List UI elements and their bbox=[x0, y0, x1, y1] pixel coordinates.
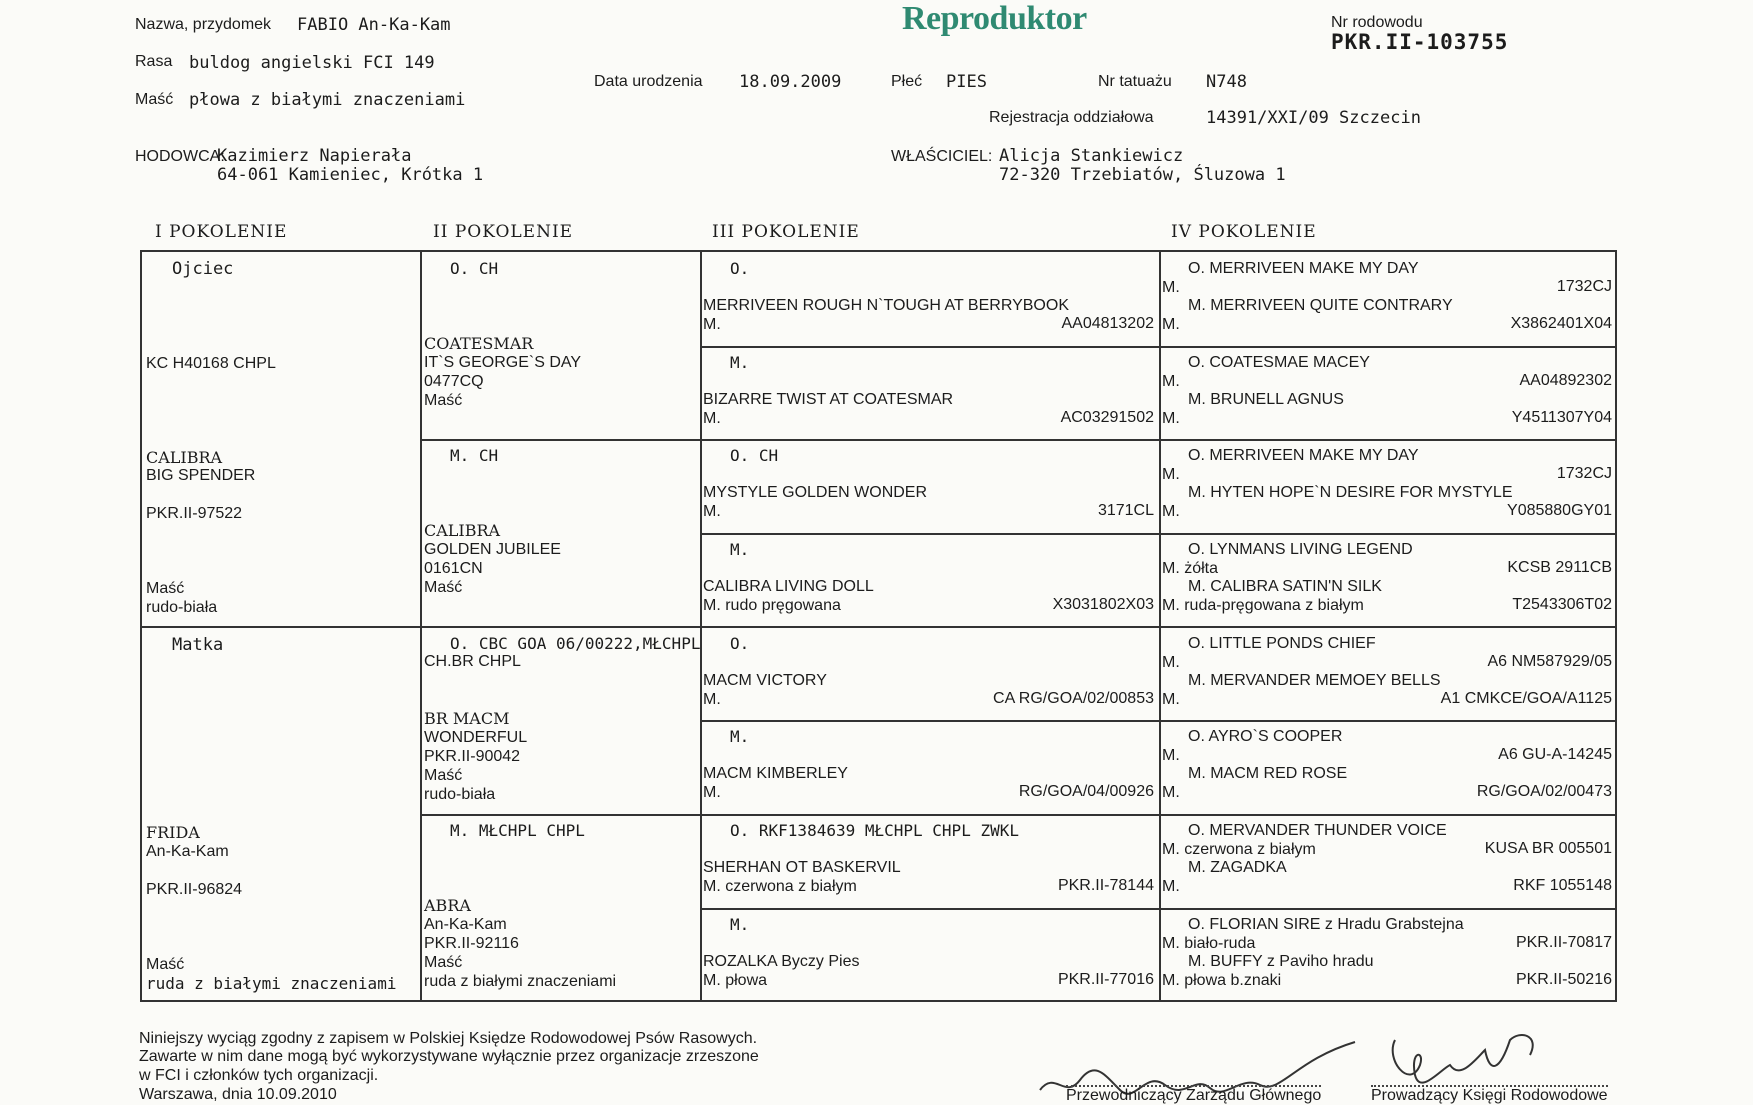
grid-hline bbox=[700, 720, 1617, 722]
gen4-sire-color: M. biało-ruda bbox=[1162, 935, 1256, 952]
gen3-name: SHERHAN OT BASKERVIL bbox=[703, 859, 901, 876]
gen4-sire-color: M. bbox=[1162, 654, 1180, 671]
breeder-name: Kazimierz Napierała bbox=[217, 146, 412, 166]
breeder-address: 64-061 Kamieniec, Krótka 1 bbox=[217, 165, 484, 185]
gen4-dam-color: M. bbox=[1162, 784, 1180, 801]
gen2-name-2: GOLDEN JUBILEE bbox=[424, 541, 561, 558]
grid-hline bbox=[700, 908, 1617, 910]
grid-hline bbox=[420, 814, 1617, 816]
father-kc: KC H40168 CHPL bbox=[146, 355, 276, 372]
gen4-dam: M. MERRIVEEN QUITE CONTRARY bbox=[1188, 297, 1453, 314]
gen3-title: M. bbox=[730, 915, 750, 934]
gen4-sire: O. FLORIAN SIRE z Hradu Grabstejna bbox=[1188, 916, 1464, 933]
gen3-name: MACM VICTORY bbox=[703, 672, 827, 689]
mother-name: FRIDA bbox=[146, 823, 200, 842]
pedigree-table bbox=[140, 250, 1617, 1002]
gen4-sire-color: M. bbox=[1162, 466, 1180, 483]
gen4-sire: O. LITTLE PONDS CHIEF bbox=[1188, 635, 1376, 652]
gen3-title: O. bbox=[730, 634, 750, 653]
reg-no-value: PKR.II-103755 bbox=[1331, 30, 1509, 54]
gen2-name-2: IT`S GEORGE`S DAY bbox=[424, 354, 582, 371]
gen4-dam: M. ZAGADKA bbox=[1188, 859, 1287, 876]
gen2-title: M. CH bbox=[450, 446, 499, 465]
gen3-reg: X3031802X03 bbox=[1052, 596, 1154, 613]
father-name: CALIBRA bbox=[146, 448, 223, 467]
color-value: płowa z białymi znaczeniami bbox=[189, 90, 466, 110]
gen3-color: M. płowa bbox=[703, 972, 768, 989]
gen4-dam-color: M. bbox=[1162, 410, 1180, 427]
gen4-dam-color: M. bbox=[1162, 316, 1180, 333]
gen4-dam-reg: RKF 1055148 bbox=[1513, 877, 1612, 894]
gen4-sire-color: M. żółta bbox=[1162, 560, 1219, 577]
footer-line-1: Niniejszy wyciąg zgodny z zapisem w Polskiej Księdze Rodowodowej Psów Rasowych. bbox=[139, 1030, 758, 1047]
mother-reg: PKR.II-96824 bbox=[146, 881, 243, 898]
gen3-title: M. bbox=[730, 540, 750, 559]
footer-line-2: Zawarte w nim dane mogą być wykorzystywane wyłącznie przez organizacje zrzeszone bbox=[139, 1048, 759, 1065]
gen3-color: M. bbox=[703, 691, 721, 708]
gen4-dam: M. MERVANDER MEMOEY BELLS bbox=[1188, 672, 1441, 689]
gen2-title: O. CBC GOA 06/00222,MŁCHPL bbox=[450, 634, 701, 653]
gen4-sire: O. MERRIVEEN MAKE MY DAY bbox=[1188, 447, 1419, 464]
gen2-color-label: Maść bbox=[424, 579, 463, 596]
branch-reg-label: Rejestracja oddziałowa bbox=[989, 109, 1154, 126]
gen4-sire: O. LYNMANS LIVING LEGEND bbox=[1188, 541, 1413, 558]
gen2-color-label: Maść bbox=[424, 954, 463, 971]
gen2-reg: 0161CN bbox=[424, 560, 483, 577]
gen3-reg: PKR.II-77016 bbox=[1057, 971, 1154, 988]
tattoo-value: N748 bbox=[1206, 72, 1247, 92]
signature-label-registrar: Prowadzący Księgi Rodowodowe bbox=[1371, 1087, 1608, 1104]
gen4-dam-color: M. bbox=[1162, 503, 1180, 520]
gen2-title: O. CH bbox=[450, 259, 499, 278]
gen2-reg: 0477CQ bbox=[424, 373, 484, 390]
gen3-name: MACM KIMBERLEY bbox=[703, 765, 848, 782]
mother-color: ruda z białymi znaczeniami bbox=[146, 974, 397, 993]
footer-line-3: w FCI i członków tych organizacji. bbox=[139, 1067, 379, 1084]
gen4-sire-color: M. bbox=[1162, 373, 1180, 390]
gen3-title: M. bbox=[730, 353, 750, 372]
gen2-color-label: Maść bbox=[424, 767, 463, 784]
reg-no-label: Nr rodowodu bbox=[1331, 14, 1423, 31]
sex-value: PIES bbox=[946, 72, 987, 92]
gen4-sire-reg: A6 NM587929/05 bbox=[1487, 653, 1612, 670]
gen3-title: M. bbox=[730, 727, 750, 746]
sex-label: Płeć bbox=[891, 73, 923, 90]
gen4-dam: M. BUFFY z Paviho hradu bbox=[1188, 953, 1374, 970]
dob-label: Data urodzenia bbox=[594, 73, 703, 90]
name-value: FABIO An-Ka-Kam bbox=[297, 15, 451, 35]
gen4-dam-color: M. bbox=[1162, 691, 1180, 708]
gen4-dam-color: M. bbox=[1162, 878, 1180, 895]
gen3-color: M. rudo pręgowana bbox=[703, 597, 841, 614]
gen3-name: MYSTYLE GOLDEN WONDER bbox=[703, 484, 928, 501]
gen2-reg: PKR.II-90042 bbox=[424, 748, 521, 765]
gen4-sire-color: M. bbox=[1162, 747, 1180, 764]
father-reg: PKR.II-97522 bbox=[146, 505, 243, 522]
gen2-color: rudo-biała bbox=[424, 786, 496, 803]
gen4-dam: M. HYTEN HOPE`N DESIRE FOR MYSTYLE bbox=[1188, 484, 1513, 501]
gen4-sire-reg: 1732CJ bbox=[1556, 465, 1612, 482]
gen4-dam-reg: Y085880GY01 bbox=[1507, 502, 1612, 519]
mother-name-2: An-Ka-Kam bbox=[146, 843, 229, 860]
gen3-name: BIZARRE TWIST AT COATESMAR bbox=[703, 391, 954, 408]
gen2-color: ruda z białymi znaczeniami bbox=[424, 973, 617, 990]
gen2-title: M. MŁCHPL CHPL bbox=[450, 821, 585, 840]
gen3-reg: PKR.II-78144 bbox=[1057, 877, 1154, 894]
breed-label: Rasa bbox=[135, 53, 173, 70]
gen4-sire-color: M. czerwona z białym bbox=[1162, 841, 1316, 858]
gen2-reg: PKR.II-92116 bbox=[424, 935, 519, 952]
gen3-reg: RG/GOA/04/00926 bbox=[1018, 783, 1154, 800]
gen3-name: CALIBRA LIVING DOLL bbox=[703, 578, 874, 595]
owner-address: 72-320 Trzebiatów, Śluzowa 1 bbox=[999, 165, 1286, 185]
color-label: Maść bbox=[135, 91, 174, 108]
gen4-dam: M. MACM RED ROSE bbox=[1188, 765, 1348, 782]
gen4-sire: O. MERRIVEEN MAKE MY DAY bbox=[1188, 260, 1419, 277]
tattoo-label: Nr tatuażu bbox=[1098, 73, 1172, 90]
generation-1-heading: I POKOLENIE bbox=[155, 222, 288, 242]
gen4-sire-reg: KUSA BR 005501 bbox=[1484, 840, 1612, 857]
gen4-sire-reg: PKR.II-70817 bbox=[1515, 934, 1612, 951]
gen2-name: BR MACM bbox=[424, 709, 510, 728]
gen2-name-2: An-Ka-Kam bbox=[424, 916, 507, 933]
gen3-name: MERRIVEEN ROUGH N`TOUGH AT BERRYBOOK bbox=[703, 297, 1069, 314]
generation-4-heading: IV POKOLENIE bbox=[1171, 222, 1317, 242]
owner-label: WŁAŚCICIEL: bbox=[891, 148, 993, 165]
owner-name: Alicja Stankiewicz bbox=[999, 146, 1184, 166]
mother-color-label: Maść bbox=[146, 956, 185, 973]
breeder-label: HODOWCA: bbox=[135, 148, 225, 165]
gen2-name: CALIBRA bbox=[424, 521, 501, 540]
gen3-reg: CA RG/GOA/02/00853 bbox=[993, 690, 1154, 707]
gen4-dam: M. BRUNELL AGNUS bbox=[1188, 391, 1344, 408]
generation-3-heading: III POKOLENIE bbox=[712, 222, 860, 242]
dob-value: 18.09.2009 bbox=[739, 72, 842, 92]
gen2-name-2: WONDERFUL bbox=[424, 729, 528, 746]
gen2-title-2: CH.BR CHPL bbox=[424, 653, 521, 670]
gen3-title: O. RKF1384639 MŁCHPL CHPL ZWKL bbox=[730, 821, 1019, 840]
grid-hline bbox=[142, 626, 1617, 628]
document-title: Reproduktor bbox=[902, 0, 1087, 37]
gen2-name: ABRA bbox=[424, 896, 471, 915]
gen4-dam-reg: X3862401X04 bbox=[1510, 315, 1612, 332]
gen4-sire-color: M. bbox=[1162, 279, 1180, 296]
gen4-sire: O. MERVANDER THUNDER VOICE bbox=[1188, 822, 1447, 839]
signature-label-chairman: Przewodniczący Zarządu Głównego bbox=[1066, 1087, 1322, 1104]
grid-hline bbox=[700, 346, 1617, 348]
gen2-color-label: Maść bbox=[424, 392, 463, 409]
gen3-title: O. bbox=[730, 259, 750, 278]
father-label: Ojciec bbox=[172, 259, 234, 279]
gen3-color: M. czerwona z białym bbox=[703, 878, 857, 895]
name-label: Nazwa, przydomek bbox=[135, 16, 272, 33]
gen4-dam-reg: A1 CMKCE/GOA/A1125 bbox=[1440, 690, 1612, 707]
gen3-color: M. bbox=[703, 784, 721, 801]
gen4-dam-reg: Y4511307Y04 bbox=[1511, 409, 1612, 426]
branch-reg-value: 14391/XXI/09 Szczecin bbox=[1206, 108, 1421, 128]
generation-2-heading: II POKOLENIE bbox=[433, 222, 574, 242]
gen4-dam-reg: PKR.II-50216 bbox=[1515, 971, 1612, 988]
father-color-label: Maść bbox=[146, 580, 185, 597]
gen4-dam-reg: RG/GOA/02/00473 bbox=[1476, 783, 1612, 800]
grid-hline bbox=[420, 439, 1617, 441]
gen2-name: COATESMAR bbox=[424, 334, 534, 353]
gen3-reg: AC03291502 bbox=[1060, 409, 1154, 426]
gen4-dam-reg: T2543306T02 bbox=[1512, 596, 1612, 613]
gen3-reg: 3171CL bbox=[1097, 502, 1154, 519]
gen3-color: M. bbox=[703, 410, 721, 427]
gen4-sire: O. AYRO`S COOPER bbox=[1188, 728, 1343, 745]
mother-label: Matka bbox=[172, 635, 224, 655]
gen4-dam-color: M. płowa b.znaki bbox=[1162, 972, 1282, 989]
gen4-sire-reg: KCSB 2911CB bbox=[1507, 559, 1612, 576]
gen4-dam-color: M. ruda-pręgowana z białym bbox=[1162, 597, 1364, 614]
gen3-name: ROZALKA Byczy Pies bbox=[703, 953, 860, 970]
gen4-sire: O. COATESMAE MACEY bbox=[1188, 354, 1370, 371]
father-name-2: BIG SPENDER bbox=[146, 467, 256, 484]
gen3-title: O. CH bbox=[730, 446, 779, 465]
footer-date: Warszawa, dnia 10.09.2010 bbox=[139, 1086, 337, 1103]
gen4-sire-reg: 1732CJ bbox=[1556, 278, 1612, 295]
father-color: rudo-biała bbox=[146, 599, 218, 616]
gen3-reg: AA04813202 bbox=[1061, 315, 1154, 332]
grid-hline bbox=[700, 533, 1617, 535]
gen3-color: M. bbox=[703, 316, 721, 333]
breed-value: buldog angielski FCI 149 bbox=[189, 53, 435, 73]
gen4-sire-reg: A6 GU-A-14245 bbox=[1498, 746, 1612, 763]
gen4-sire-reg: AA04892302 bbox=[1519, 372, 1612, 389]
gen4-dam: M. CALIBRA SATIN'N SILK bbox=[1188, 578, 1382, 595]
gen3-color: M. bbox=[703, 503, 721, 520]
